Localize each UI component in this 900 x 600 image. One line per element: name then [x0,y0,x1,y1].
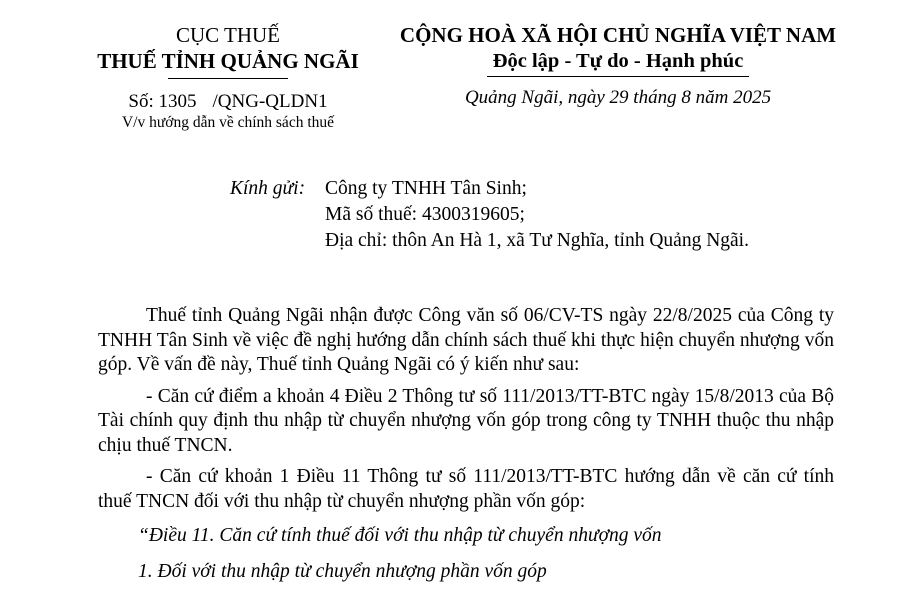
date-year: 2025 [733,87,772,108]
nation-title: CỘNG HOÀ XÃ HỘI CHỦ NGHĨA VIỆT NAM [399,23,837,47]
motto-underline [487,76,749,77]
date-place: Quảng Ngãi, ngày [464,87,605,108]
quoted-clause: 1. Đối với thu nhập từ chuyển nhượng phần vốn góp [138,561,547,582]
recipient-company: Công ty TNHH Tân Sinh; [325,178,527,199]
recipient-label: Kính gửi: [230,178,306,199]
document-subject: V/v hướng dẫn về chính sách thuế [121,114,335,131]
recipient-tax-code: Mã số thuế: 4300319605; [325,204,525,225]
document-number-suffix: /QNG-QLDN1 [212,91,328,112]
recipient-block [230,176,749,254]
date-year-label: năm [695,87,729,108]
national-motto: Độc lập - Tự do - Hạnh phúc [492,50,744,72]
body-paragraph: Thuế tỉnh Quảng Ngãi nhận được Công văn số 06/CV-TS ngày 22/8/2025 của Công ty TNHH Tân Sinh về việc đề nghị hướng dẫn chính sách thuế khi thực hiện chuyển nhượng vốn góp. Về vấn đề này, Thuế tỉnh Quảng Ngãi có ý kiến như sau: [98,305,834,375]
letter-body [98,304,834,595]
agency-name: THUẾ TỈNH QUẢNG NGÃI [97,49,359,73]
national-header-block [383,22,853,109]
document-number-prefix: Số: 1305 [128,91,197,112]
date-line [383,87,853,109]
document-number [78,91,378,113]
date-month-label: tháng [633,87,677,108]
body-paragraph: - Căn cứ điểm a khoản 4 Điều 2 Thông tư số 111/2013/TT-BTC ngày 15/8/2013 của Bộ Tài chính quy định thu nhập từ chuyển nhượng vốn góp trong công ty TNHH thuộc thu nhập chịu thuế TNCN. [98,385,834,456]
issuing-agency-block [78,22,378,133]
date-month: 8 [681,87,691,108]
agency-underline [168,78,288,79]
date-day: 29 [609,87,629,108]
body-paragraph: - Căn cứ khoản 1 Điều 11 Thông tư số 111/2013/TT-BTC hướng dẫn về căn cứ tính thuế TNCN đối với thu nhập từ chuyển nhượng phần vốn góp: [98,466,834,512]
recipient-address: Địa chỉ: thôn An Hà 1, xã Tư Nghĩa, tỉnh Quảng Ngãi. [325,230,749,251]
agency-parent: CỤC THUẾ [175,23,281,47]
quoted-article-heading: “Điều 11. Căn cứ tính thuế đối với thu nhập từ chuyển nhượng vốn [138,525,662,546]
